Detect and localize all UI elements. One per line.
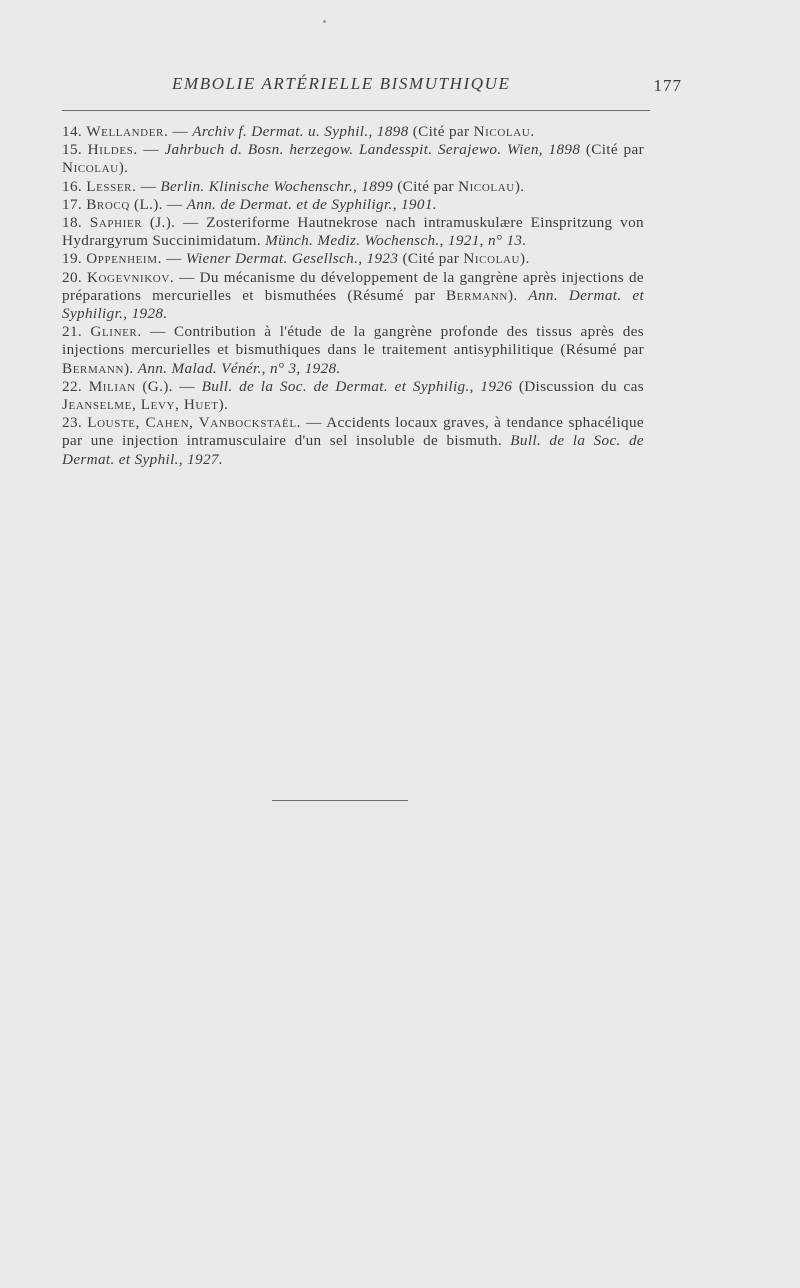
reference-text: (G.). — xyxy=(135,377,202,395)
reference-number: 18. xyxy=(62,214,83,232)
reference-note: (Discussion du cas xyxy=(512,377,645,395)
reference-number: 14. xyxy=(62,123,83,140)
reference-author: Gliner. xyxy=(90,323,142,341)
reference-cited-by: Nicolau xyxy=(62,159,119,177)
header-rule xyxy=(62,110,650,111)
reference-separator: — xyxy=(161,250,186,268)
reference-author: Milian xyxy=(88,377,136,395)
reference-source: Archiv f. Dermat. u. Syphil., 1898 xyxy=(192,123,409,140)
reference-cited-by: Jeanselme, Levy, Huet xyxy=(62,396,219,414)
reference-number: 15. xyxy=(62,141,83,159)
reference-author: Brocq xyxy=(86,195,130,213)
reference-entry xyxy=(62,269,644,324)
reference-text-after: ). xyxy=(507,286,529,304)
reference-author: Saphier xyxy=(89,214,143,232)
reference-separator: — xyxy=(136,177,161,195)
reference-number: 17. xyxy=(62,195,83,213)
reference-source: Münch. Mediz. Wochensch., 1921, n° 13. xyxy=(265,232,527,250)
running-head xyxy=(62,74,682,100)
reference-source: Wiener Dermat. Gesellsch., 1923 xyxy=(185,250,399,268)
reference-source: Berlin. Klinische Wochenschr., 1899 xyxy=(160,177,394,195)
reference-separator: — xyxy=(137,141,165,159)
reference-text: (L.). — xyxy=(129,195,187,213)
reference-note: (Cité par xyxy=(398,250,464,268)
reference-number: 16. xyxy=(62,177,83,195)
reference-author: Lesser. xyxy=(86,177,137,195)
reference-cited-by: Bermann xyxy=(445,286,508,304)
reference-source: Bull. de la Soc. de Dermat. et Syphil., 1927. xyxy=(62,432,645,468)
reference-entry xyxy=(62,178,644,196)
page-number: 177 xyxy=(653,76,682,95)
reference-author: Hildes. xyxy=(87,141,138,159)
reference-author: Kogevnikov. xyxy=(86,268,175,286)
reference-cited-by: Bermann xyxy=(62,359,124,377)
reference-entry xyxy=(62,141,644,177)
reference-text: — Contribution à l'étude de la gangrène profonde des tissus après des injections mercurielles et bismuthiques dans le traitement antisyphilitique (Résumé par xyxy=(62,323,644,359)
reference-text-after: ). xyxy=(124,359,138,377)
reference-entry xyxy=(62,378,644,414)
reference-number: 22. xyxy=(62,377,83,395)
reference-text: (J.). — Zosteriforme Hautnekrose nach intramuskulære Einspritzung von Hydrargyrum Succinimidatum. xyxy=(62,214,645,250)
reference-text: — Du mécanisme du développement de la gangrène après injections de préparations mercurielles et bismuthées (Résumé par xyxy=(62,268,644,304)
running-title: EMBOLIE ARTÉRIELLE BISMUTHIQUE xyxy=(172,74,511,93)
reference-entry xyxy=(62,214,644,250)
reference-separator: — xyxy=(168,123,193,140)
reference-source: Ann. de Dermat. et de Syphiligr., 1901. xyxy=(186,195,437,213)
reference-entry xyxy=(62,123,644,141)
reference-source: Ann. Malad. Vénér., n° 3, 1928. xyxy=(137,359,341,377)
reference-author: Wellander. xyxy=(86,123,169,140)
reference-number: 20. xyxy=(62,268,83,286)
reference-entry xyxy=(62,323,644,378)
reference-cited-by: Nicolau xyxy=(458,177,515,195)
reference-entry xyxy=(62,414,644,469)
printing-speck xyxy=(323,20,326,23)
reference-author: Louste, Cahen, Vanbockstaël. xyxy=(87,414,302,432)
reference-close: ). xyxy=(118,159,129,177)
closing-rule xyxy=(272,800,408,801)
reference-cited-by: Nicolau xyxy=(463,250,521,268)
reference-note: (Cité par xyxy=(408,123,474,140)
reference-close: . xyxy=(530,123,535,140)
reference-source: Ann. Dermat. et Syphiligr., 1928. xyxy=(62,286,645,323)
reference-cited-by: Nicolau xyxy=(473,123,531,140)
reference-close: ). xyxy=(514,177,525,195)
reference-text: — Accidents locaux graves, à tendance sphacélique par une injection intramusculaire d'un sel insoluble de bismuth. xyxy=(62,414,645,450)
reference-note: (Cité par xyxy=(393,177,459,195)
reference-entry xyxy=(62,196,644,214)
reference-author: Oppenheim. xyxy=(86,250,162,268)
reference-close: ). xyxy=(520,250,530,268)
reference-close: ). xyxy=(218,396,229,414)
reference-source: Bull. de la Soc. de Dermat. et Syphilig., 1926 xyxy=(201,377,513,395)
reference-list xyxy=(62,123,644,469)
reference-number: 19. xyxy=(62,250,83,268)
reference-note: (Cité par xyxy=(580,141,644,159)
reference-entry xyxy=(62,250,644,268)
reference-number: 23. xyxy=(62,414,83,432)
reference-source: Jahrbuch d. Bosn. herzegow. Landesspit. Serajewo. Wien, 1898 xyxy=(164,141,581,159)
reference-number: 21. xyxy=(62,323,83,341)
